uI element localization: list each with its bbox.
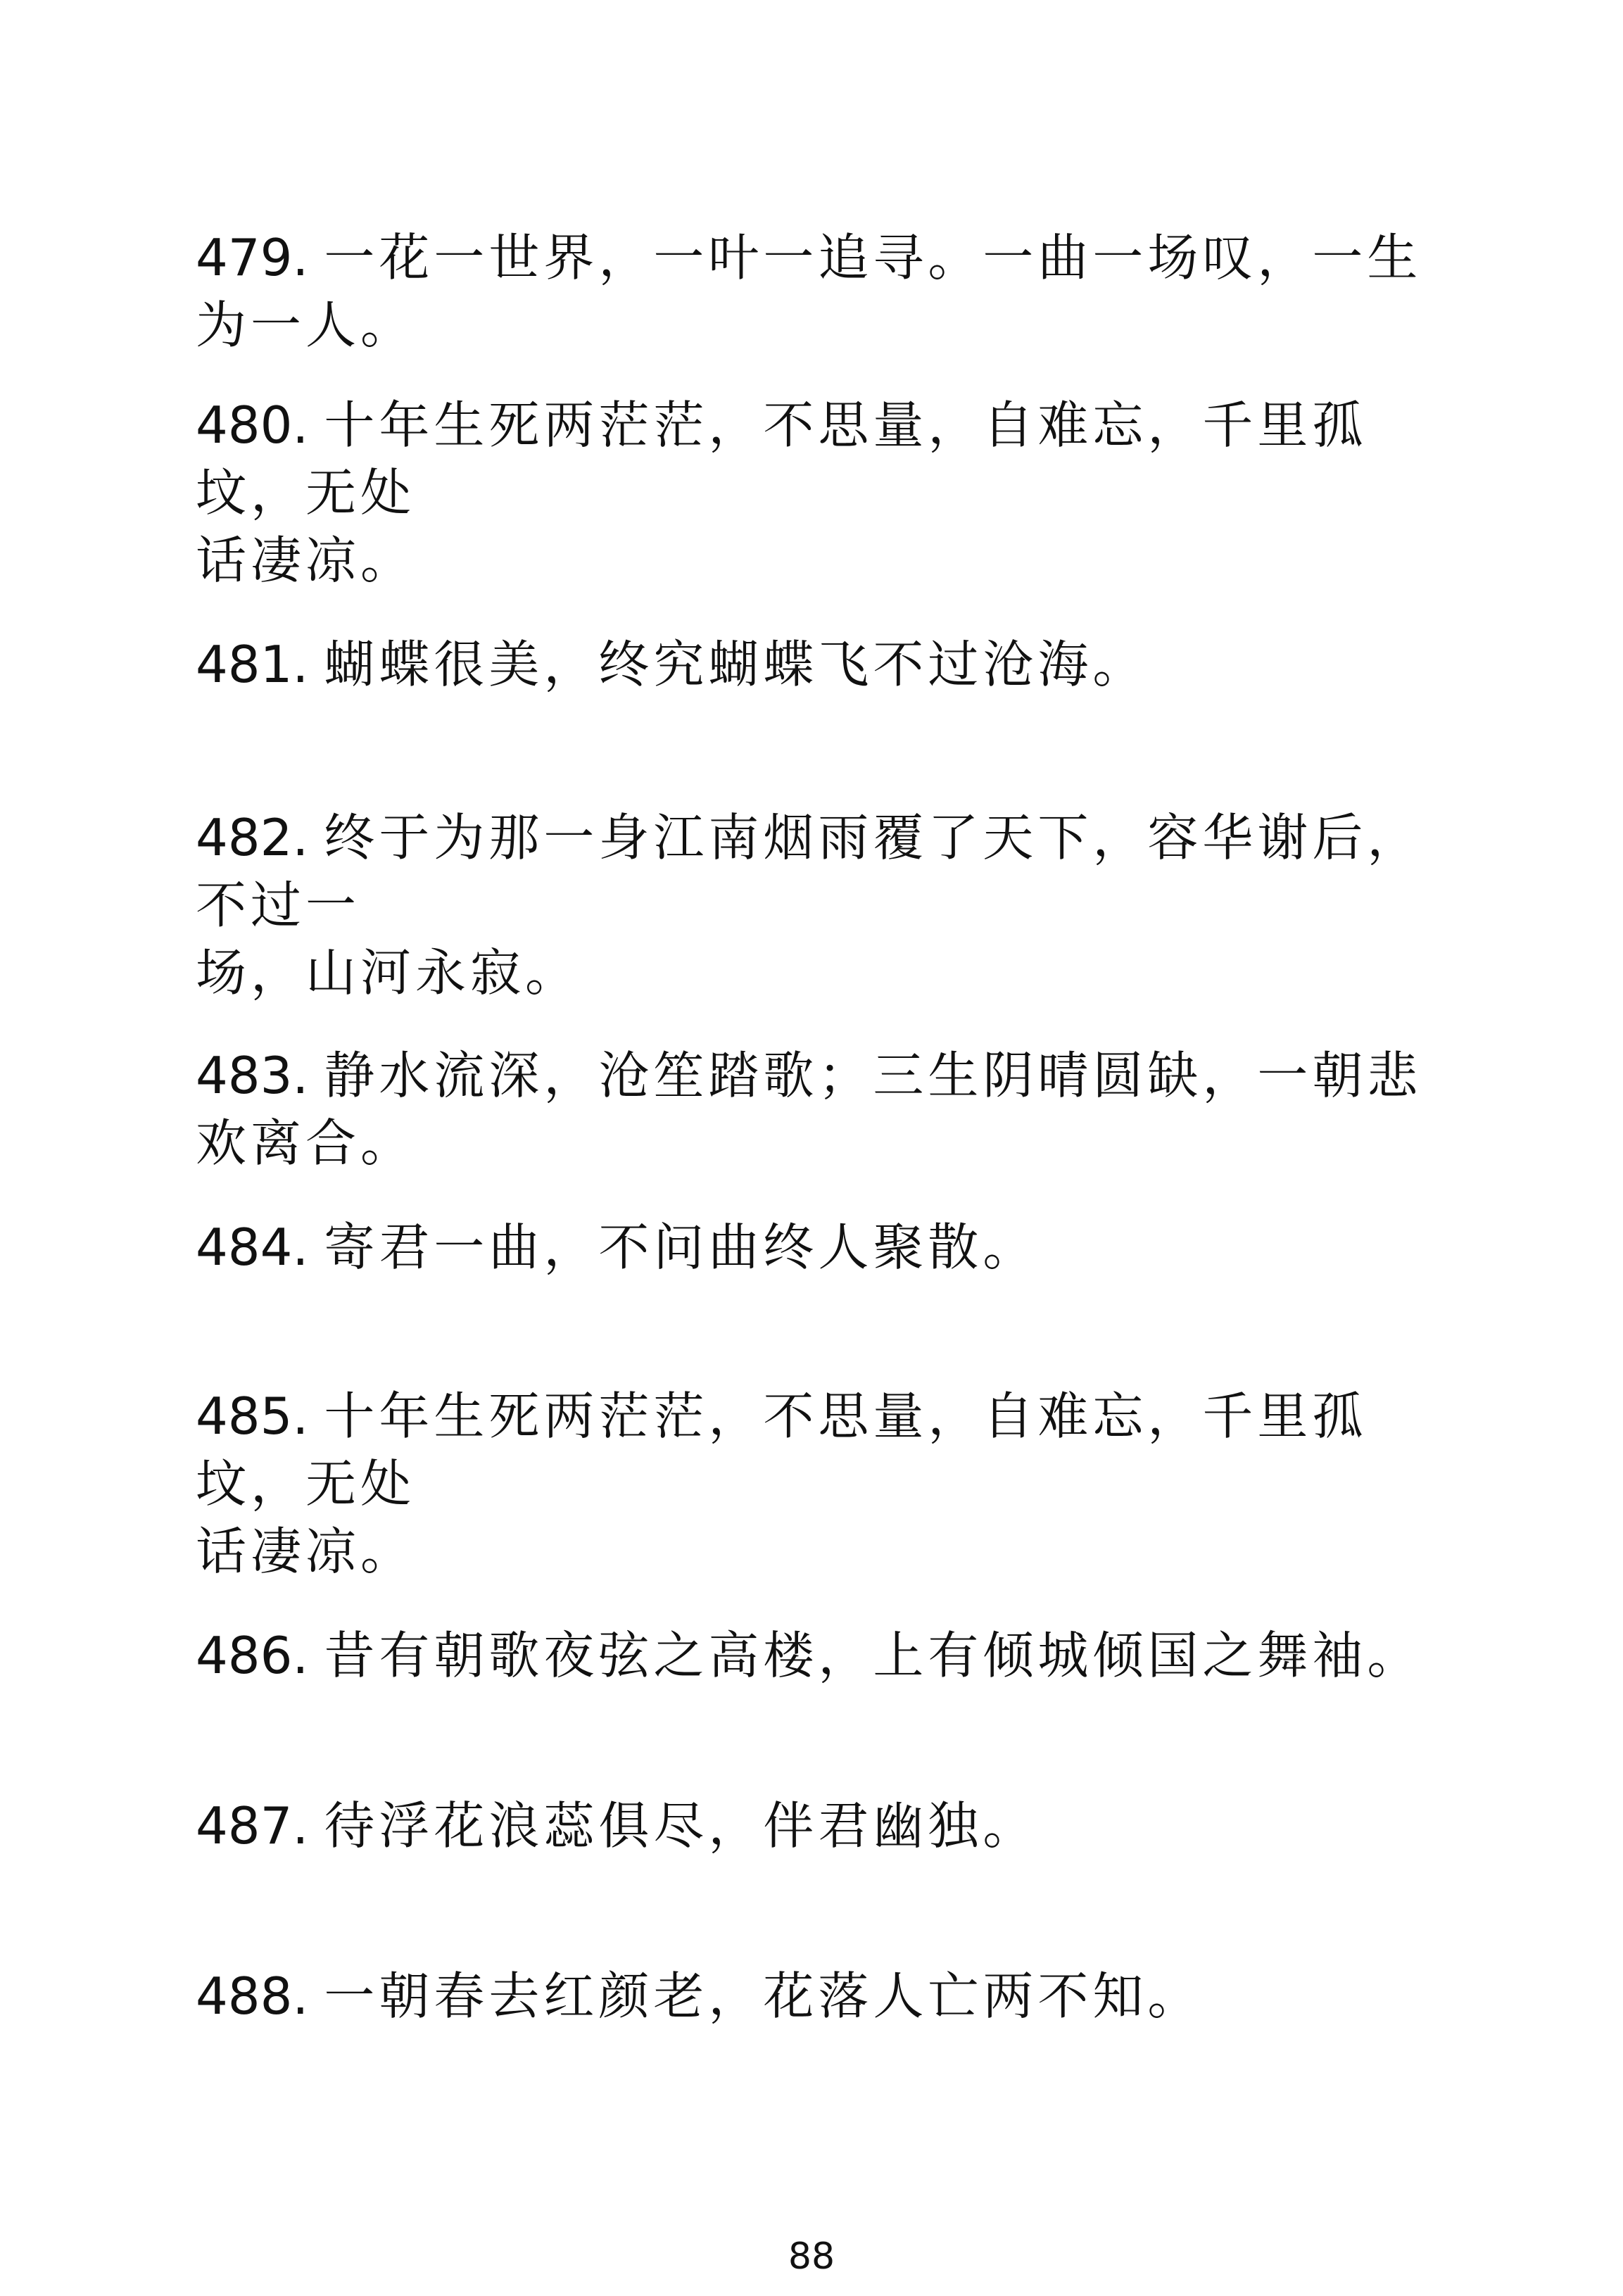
page-number: 88 bbox=[788, 2235, 835, 2278]
entry-number: 479. bbox=[196, 228, 309, 287]
entry-text-continued: 话凄凉。 bbox=[196, 1522, 416, 1581]
entry-482 bbox=[196, 804, 1448, 1007]
entry-484 bbox=[196, 1213, 1448, 1281]
entry-487 bbox=[196, 1792, 1448, 1860]
entry-number: 480. bbox=[196, 396, 309, 455]
entry-483 bbox=[196, 1042, 1448, 1177]
entry-481 bbox=[196, 631, 1448, 698]
entry-479 bbox=[196, 224, 1448, 359]
entry-text: 终于为那一身江南烟雨覆了天下，容华谢后，不过一 bbox=[196, 808, 1422, 935]
entry-number: 487. bbox=[196, 1796, 309, 1855]
entry-text: 十年生死两茫茫，不思量，自难忘，千里孤坟，无处 bbox=[196, 1387, 1368, 1513]
entry-number: 483. bbox=[196, 1046, 309, 1105]
entry-480 bbox=[196, 391, 1448, 594]
entry-486 bbox=[196, 1622, 1448, 1689]
entry-number: 482. bbox=[196, 808, 309, 867]
entry-text: 待浮花浪蕊俱尽，伴君幽独。 bbox=[324, 1796, 1038, 1855]
entry-text: 静水流深，沧笙踏歌；三生阴晴圆缺，一朝悲欢离合。 bbox=[196, 1046, 1422, 1173]
entry-text: 一朝春去红颜老，花落人亡两不知。 bbox=[324, 1967, 1203, 2026]
entry-485 bbox=[196, 1382, 1448, 1585]
entry-text: 蝴蝶很美，终究蝴蝶飞不过沧海。 bbox=[324, 635, 1148, 694]
entry-number: 486. bbox=[196, 1626, 309, 1685]
entry-488 bbox=[196, 1962, 1448, 2030]
entry-text: 一花一世界，一叶一追寻。一曲一场叹，一生为一人。 bbox=[196, 228, 1422, 355]
entry-text-continued: 场，山河永寂。 bbox=[196, 943, 581, 1002]
entry-number: 488. bbox=[196, 1967, 309, 2026]
entry-text-continued: 话凄凉。 bbox=[196, 531, 416, 590]
entry-text: 寄君一曲，不问曲终人聚散。 bbox=[324, 1218, 1038, 1277]
entry-text: 昔有朝歌夜弦之高楼，上有倾城倾国之舞袖。 bbox=[324, 1626, 1422, 1685]
entry-number: 484. bbox=[196, 1218, 309, 1277]
entry-number: 485. bbox=[196, 1387, 309, 1446]
entry-number: 481. bbox=[196, 635, 309, 694]
entry-text: 十年生死两茫茫，不思量，自难忘，千里孤坟，无处 bbox=[196, 396, 1368, 522]
